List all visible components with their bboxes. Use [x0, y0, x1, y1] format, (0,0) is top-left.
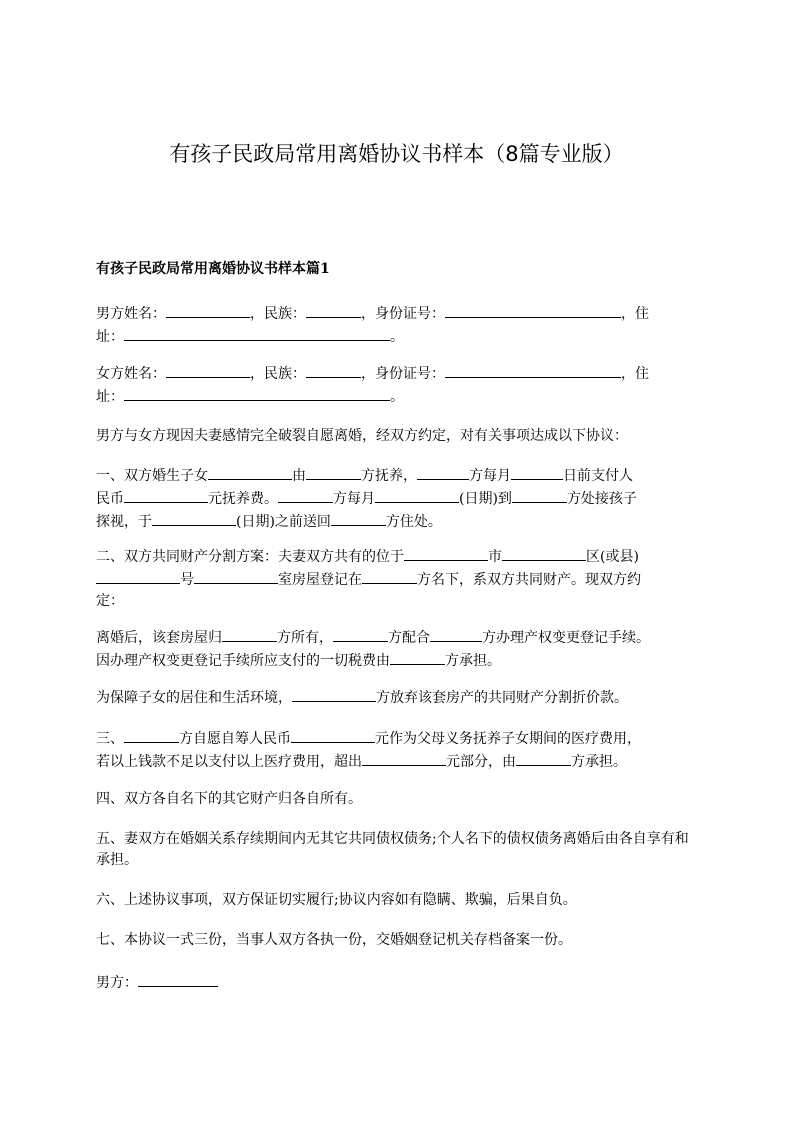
label: 女方姓名： — [96, 366, 166, 382]
text: 若以上钱款不足以支付以上医疗费用，超出 — [96, 754, 362, 770]
text: 定： — [96, 593, 124, 609]
clause-seven: 七、本协议一式三份，当事人双方各执一份，交婚姻登记机关存档备案一份。 — [96, 932, 572, 948]
page-title: 有孩子民政局常用离婚协议书样本（8篇专业版） — [169, 142, 624, 166]
text: 方每月 — [469, 468, 511, 484]
text: 为保障子女的居住和生活环境， — [96, 690, 292, 706]
text: 号 — [180, 572, 194, 588]
label: 。 — [390, 329, 404, 345]
text: 元作为父母义务抚养子女期间的医疗费用， — [375, 731, 641, 747]
text: 方所有， — [277, 630, 333, 646]
blank — [124, 727, 179, 743]
property-clause — [96, 545, 701, 612]
text: (日期)之前送回 — [236, 514, 331, 530]
text: 一、双方婚生子女 — [96, 468, 208, 484]
label: ，民族： — [250, 366, 306, 382]
label: 址： — [96, 329, 124, 345]
text: 二、双方共同财产分割方案：夫妻双方共有的位于 — [96, 549, 404, 565]
text: 三、 — [96, 731, 124, 747]
intro-paragraph: 男方与女方现因夫妻感情完全破裂自愿离婚，经双方约定，对有关事项达成以下协议： — [96, 428, 628, 444]
text: 由 — [292, 468, 306, 484]
clause-five: 五、妻双方在婚姻关系存续期间内无其它共同债权债务;个人名下的债权债务离婚后由各自享有和承担。 — [96, 831, 689, 868]
section-heading: 有孩子民政局常用离婚协议书样本篇1 — [96, 261, 330, 277]
label: ，住 — [621, 366, 649, 382]
blank — [333, 626, 388, 642]
waive-clause — [96, 686, 701, 709]
text: 方办理产权变更登记手续。 — [482, 630, 650, 646]
text: 日前支付人 — [563, 468, 633, 484]
text: (日期)到 — [459, 491, 512, 507]
text: 元部分，由 — [446, 754, 516, 770]
blank — [222, 626, 277, 642]
label: 男方姓名： — [96, 306, 166, 322]
blank — [208, 464, 292, 480]
text: 市 — [488, 549, 502, 565]
blank — [430, 626, 482, 642]
blank — [331, 510, 386, 526]
blank — [292, 686, 376, 702]
label: ，身份证号： — [361, 366, 445, 382]
blank-male-id — [445, 302, 621, 318]
blank — [511, 464, 563, 480]
text: 方住处。 — [385, 514, 442, 530]
blank — [502, 545, 586, 561]
blank-female-id — [445, 362, 621, 378]
clause-six: 六、上述协议事项，双方保证切实履行;协议内容如有隐瞒、欺骗，后果自负。 — [96, 892, 577, 908]
medical-clause — [96, 727, 701, 773]
blank — [124, 487, 208, 503]
blank — [362, 568, 417, 584]
text: 民币 — [96, 491, 124, 507]
blank-female-ethnic — [306, 362, 361, 378]
text: 离婚后，该套房屋归 — [96, 630, 222, 646]
blank-male-name — [166, 302, 250, 318]
blank-male-ethnic — [306, 302, 361, 318]
text: 探视，于 — [96, 514, 152, 530]
text: 方放弃该套房产的共同财产分割折价款。 — [376, 690, 628, 706]
label: 址： — [96, 389, 124, 405]
label: ，身份证号： — [361, 306, 445, 322]
blank-female-address — [124, 385, 390, 401]
blank — [306, 464, 361, 480]
blank-male-address — [124, 325, 390, 341]
male-info — [96, 302, 701, 348]
text: 方名下，系双方共同财产。现双方约 — [417, 572, 641, 588]
signature-male — [96, 971, 701, 994]
text: 元抚养费。 — [208, 491, 278, 507]
blank-male-signature — [138, 971, 218, 987]
label: 。 — [390, 389, 404, 405]
blank — [96, 568, 180, 584]
blank — [278, 487, 333, 503]
blank — [194, 568, 278, 584]
blank — [152, 510, 236, 526]
blank — [291, 727, 375, 743]
blank — [512, 487, 567, 503]
text: 区(或县) — [586, 549, 639, 565]
blank — [375, 487, 459, 503]
blank — [516, 750, 571, 766]
text: 方承担。 — [571, 754, 627, 770]
clause-four: 四、双方各自名下的其它财产归各自所有。 — [96, 791, 362, 807]
blank — [417, 464, 469, 480]
text: 方承担。 — [445, 653, 501, 669]
blank — [362, 750, 446, 766]
text: 方处接孩子 — [566, 491, 637, 507]
text: 方配合 — [388, 630, 430, 646]
text: 方抚养， — [361, 468, 417, 484]
label: ，民族： — [250, 306, 306, 322]
blank — [390, 649, 445, 665]
label: ，住 — [621, 306, 649, 322]
text: 方每月 — [333, 491, 375, 507]
label: 男方： — [96, 975, 138, 991]
text: 室房屋登记在 — [278, 572, 362, 588]
blank-female-name — [166, 362, 250, 378]
child-custody-clause — [96, 464, 701, 533]
text: 因办理产权变更登记手续所应支付的一切税费由 — [96, 653, 390, 669]
house-clause — [96, 626, 701, 672]
text: 方自愿自筹人民币 — [179, 731, 291, 747]
female-info — [96, 362, 701, 408]
blank — [404, 545, 488, 561]
